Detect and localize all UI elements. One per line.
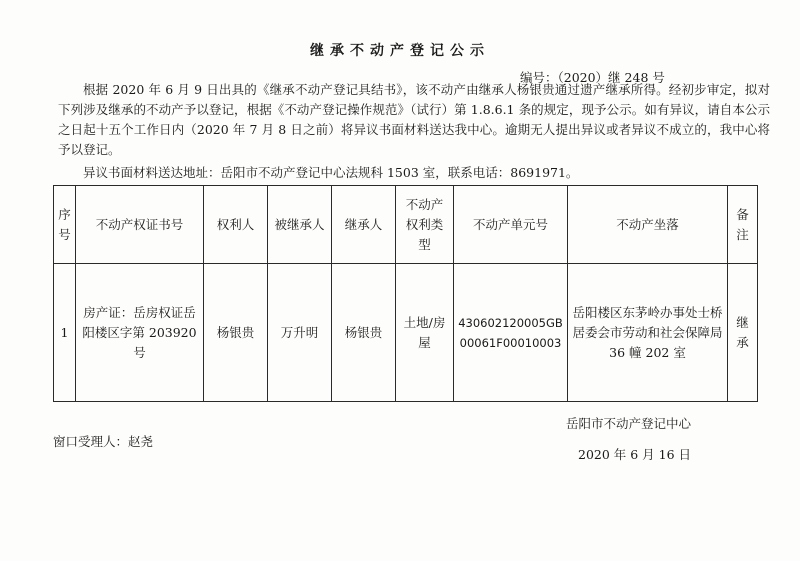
property-table — [53, 185, 758, 402]
table-header-row — [54, 186, 758, 264]
header-heir: 继承人 — [332, 186, 396, 264]
cell-heir: 杨银贵 — [332, 264, 396, 402]
issue-date: 2020 年 6 月 16 日 — [578, 447, 692, 462]
header-certificate: 不动产权证书号 — [76, 186, 204, 264]
header-location: 不动产坐落 — [568, 186, 728, 264]
cell-certificate: 房产证：岳房权证岳阳楼区字第 203920 号 — [76, 264, 204, 402]
header-owner: 权利人 — [204, 186, 268, 264]
header-right-type: 不动产权利类型 — [396, 186, 454, 264]
cell-remark: 继承 — [728, 264, 758, 402]
issuing-office: 岳阳市不动产登记中心 — [566, 416, 692, 431]
document-title: 继承不动产登记公示 — [310, 43, 490, 59]
notice-body-paragraph: 根据 2020 年 6 月 9 日出具的《继承不动产登记具结书》，该不动产由继承人杨银贵通过遗产继承所得。经初步审定，拟对下列涉及继承的不动产予以登记，根据《不动产登记操作规范》（试行）第 1.8.6.1 条的规定，现予公示。如有异议，请自本公示之日起十五个工作日内（2020 年 7 月 8 日之前）将异议书面材料送达我中心。逾期无人提出异议或者异议不成立的，我中心将予以登记。 — [58, 82, 770, 157]
table-row — [54, 264, 758, 402]
cell-owner: 杨银贵 — [204, 264, 268, 402]
objection-address-paragraph: 异议书面材料送达地址：岳阳市不动产登记中心法规科 1503 室，联系电话：8691971。 — [83, 165, 579, 180]
header-unit-no: 不动产单元号 — [454, 186, 568, 264]
cell-decedent: 万升明 — [268, 264, 332, 402]
cell-right-type: 土地/房屋 — [396, 264, 454, 402]
header-decedent: 被继承人 — [268, 186, 332, 264]
cell-index: 1 — [54, 264, 76, 402]
header-remark: 备注 — [728, 186, 758, 264]
document-number: 编号：（2020）继 248 号 — [520, 70, 665, 85]
window-receiver: 窗口受理人：赵尧 — [53, 434, 154, 449]
cell-location: 岳阳楼区东茅岭办事处士桥居委会市劳动和社会保障局 36 幢 202 室 — [568, 264, 728, 402]
header-index: 序号 — [54, 186, 76, 264]
cell-unit-no: 430602120005GB00061F00010003 — [454, 264, 568, 402]
